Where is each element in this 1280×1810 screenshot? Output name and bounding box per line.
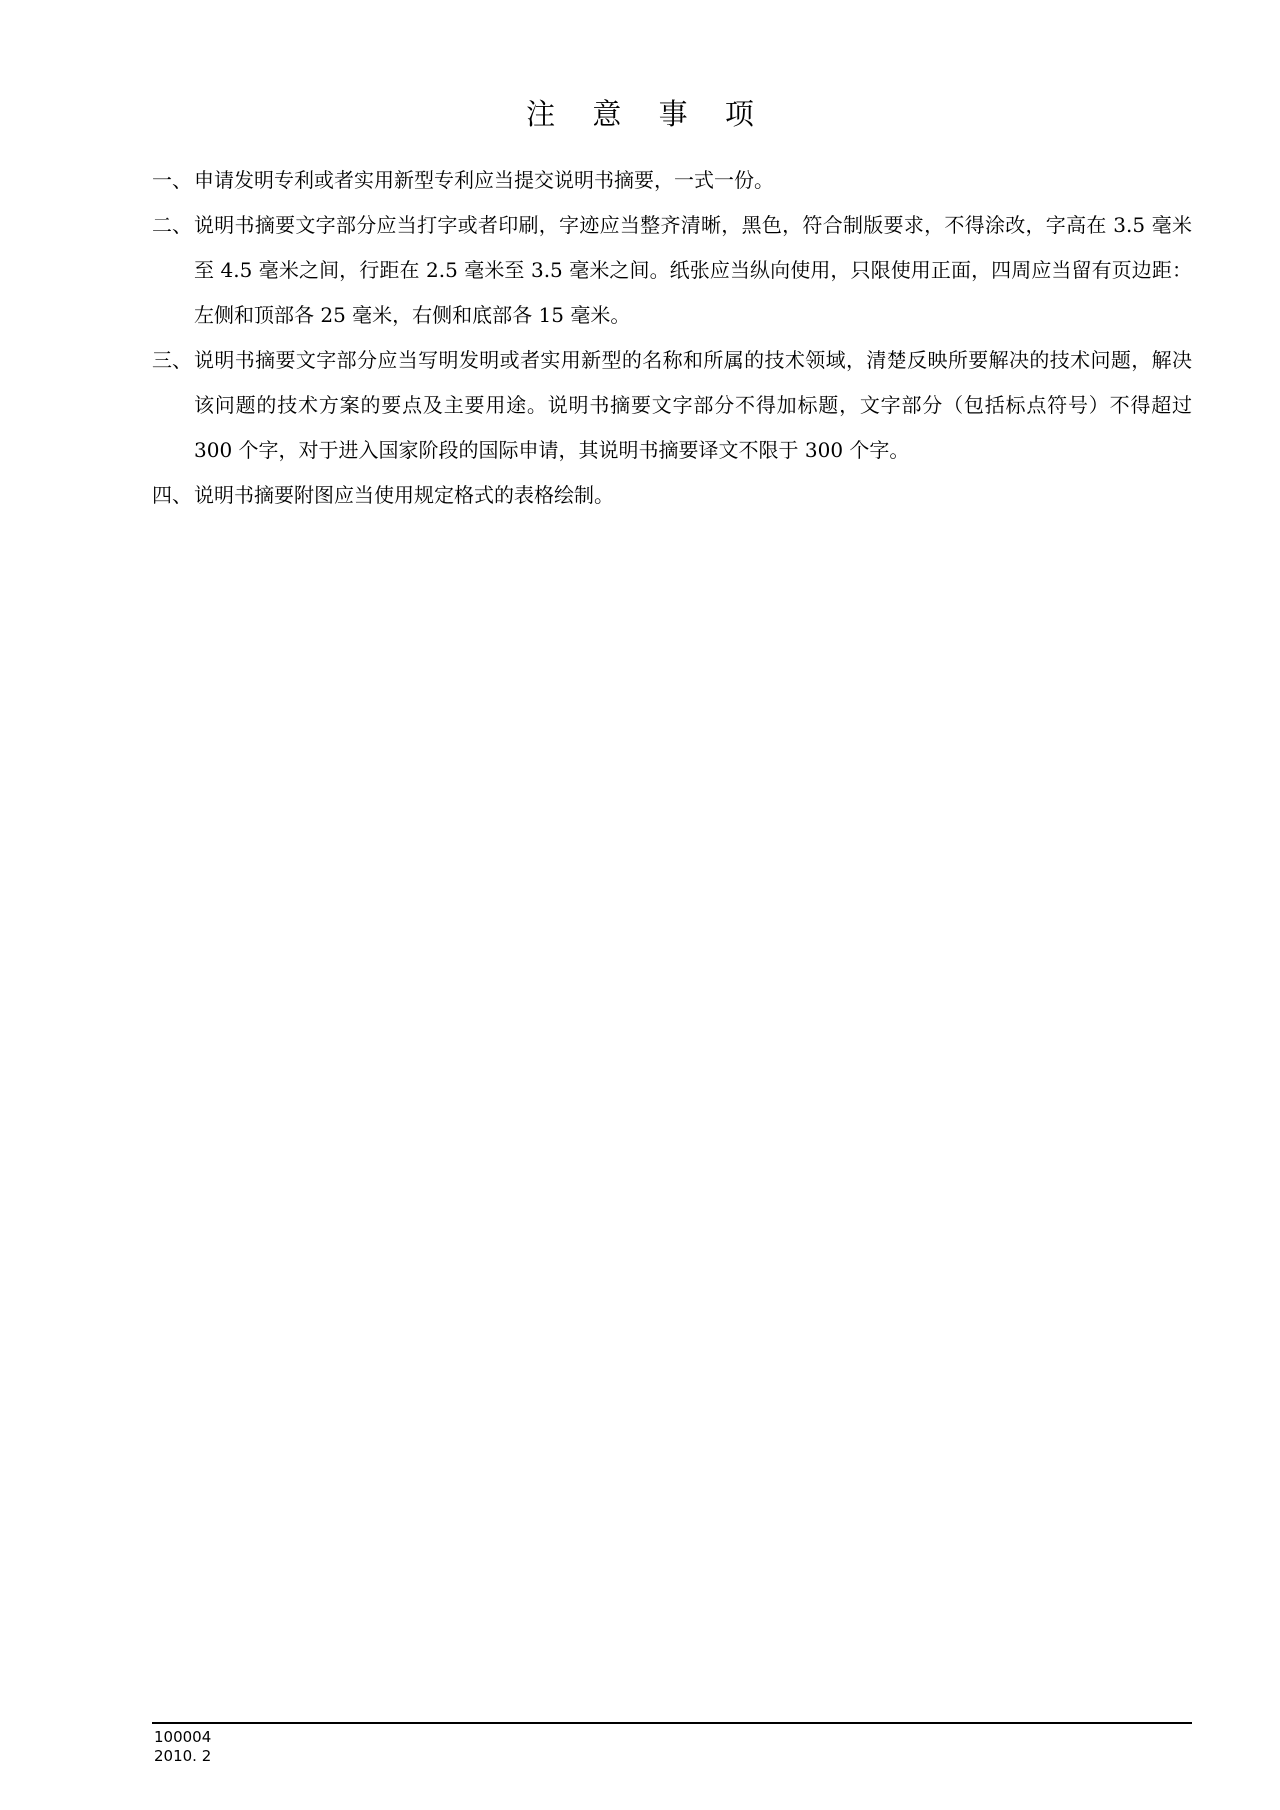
form-meta: [154, 1728, 211, 1766]
note-text: 说明书摘要文字部分应当写明发明或者实用新型的名称和所属的技术领域，清楚反映所要解决的技术问题，解决该问题的技术方案的要点及主要用途。说明书摘要文字部分不得加标题，文字部分（包括标点符号）不得超过 300 个字，对于进入国家阶段的国际申请，其说明书摘要译文不限于 300 个字。: [194, 348, 1192, 462]
note-item: [152, 203, 1192, 338]
note-item: [152, 338, 1192, 473]
notes-list: [152, 158, 1192, 518]
note-number: 四、: [152, 483, 192, 507]
note-item: [152, 158, 1192, 203]
note-number: 二、: [152, 213, 192, 237]
note-text: 说明书摘要附图应当使用规定格式的表格绘制。: [194, 483, 614, 507]
note-text: 申请发明专利或者实用新型专利应当提交说明书摘要，一式一份。: [194, 168, 774, 192]
note-number: 三、: [152, 348, 192, 372]
footer-divider: [152, 1722, 1192, 1724]
note-item: [152, 473, 1192, 518]
form-code: 100004: [154, 1728, 212, 1746]
page-title: 注 意 事 项: [526, 97, 768, 131]
form-edition: 2010. 2: [154, 1747, 212, 1765]
note-number: 一、: [152, 168, 192, 192]
note-text: 说明书摘要文字部分应当打字或者印刷，字迹应当整齐清晰，黑色，符合制版要求，不得涂改，字高在 3.5 毫米至 4.5 毫米之间，行距在 2.5 毫米至 3.5 毫米之间。纸张应当纵向使用，只限使用正面，四周应当留有页边距：左侧和顶部各 25 毫米，右侧和底部各 15 毫米。: [194, 213, 1192, 327]
